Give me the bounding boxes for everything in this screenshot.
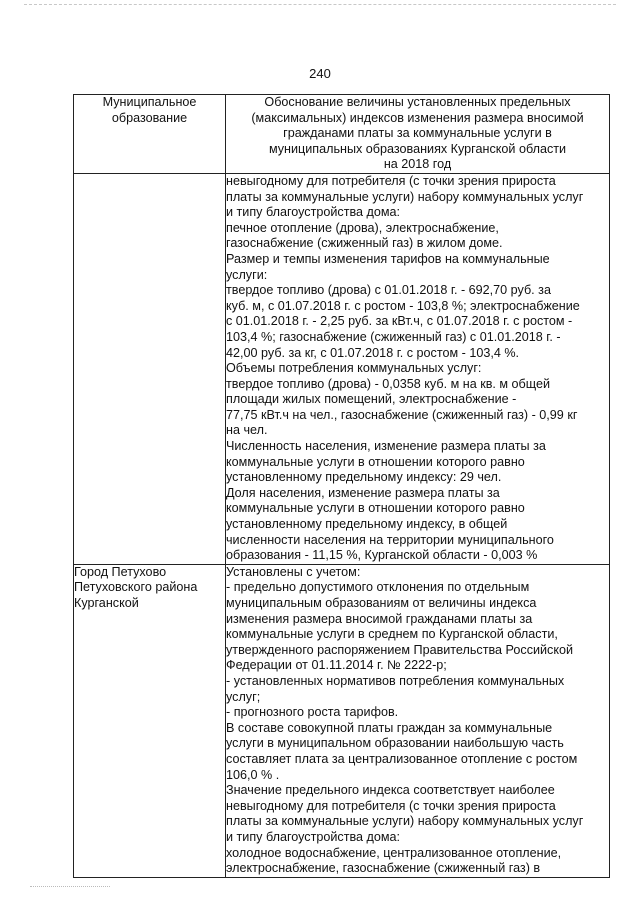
header-municipality	[74, 95, 226, 174]
text-line: установленному предельному индексу: 29 чел.	[226, 470, 502, 485]
municipality-cell	[74, 564, 226, 877]
text-line: коммунальные услуги в среднем по Курганской области,	[226, 627, 558, 642]
table-row	[74, 173, 610, 564]
text-line: составляет плата за централизованное отопление с ростом	[226, 751, 578, 766]
municipality-line: Курганской	[74, 596, 139, 610]
text-line: невыгодному для потребителя (с точки зрения прироста	[226, 173, 556, 188]
text-line: Доля населения, изменение размера платы за	[226, 485, 500, 500]
text-line: площади жилых помещений, электроснабжение -	[226, 392, 517, 407]
text-line: на чел.	[226, 423, 268, 438]
text-line: услуги в муниципальном образовании наибольшую часть	[226, 736, 564, 751]
municipality-cell	[74, 173, 226, 564]
justification-cell	[226, 564, 610, 877]
text-line: Федерации от 01.11.2014 г. № 2222-р;	[226, 658, 447, 673]
table-header-row	[74, 95, 610, 174]
header-text-line: образование	[111, 110, 188, 125]
text-line: твердое топливо (дрова) с 01.01.2018 г. - 692,70 руб. за	[226, 283, 551, 298]
header-text-line: муниципальных образованиях Курганской области	[268, 141, 567, 156]
justification-cell	[226, 173, 610, 564]
text-line: куб. м, с 01.07.2018 г. с ростом - 103,8 %; электроснабжение	[226, 298, 580, 313]
text-line: Значение предельного индекса соответствует наиболее	[226, 783, 555, 798]
text-line: - установленных нормативов потребления коммунальных	[226, 673, 565, 688]
scan-top-rule	[24, 4, 616, 5]
header-justification	[226, 95, 610, 174]
text-line: 42,00 руб. за кг, с 01.07.2018 г. с ростом - 103,4 %.	[226, 345, 520, 360]
text-line: 103,4 %; газоснабжение (сжиженный газ) с 01.01.2018 г. -	[226, 329, 561, 344]
text-line: - прогнозного роста тарифов.	[226, 705, 399, 720]
text-line: Объемы потребления коммунальных услуг:	[226, 361, 482, 376]
scan-bottom-marks	[30, 886, 110, 887]
text-line: изменения размера вносимой гражданами платы за	[226, 611, 533, 626]
text-line: и типу благоустройства дома:	[226, 829, 401, 844]
text-line: Установлены с учетом:	[226, 564, 361, 579]
text-line: холодное водоснабжение, централизованное отопление,	[226, 845, 562, 860]
header-text-line: (максимальных) индексов изменения размера вносимой	[251, 110, 584, 125]
text-line: коммунальные услуги в отношении которого равно	[226, 454, 525, 469]
text-line: платы за коммунальные услуги) набору коммунальных услуг	[226, 189, 584, 204]
header-text-line: гражданами платы за коммунальные услуги в	[283, 126, 552, 141]
text-line: образования - 11,15 %, Курганской области - 0,003 %	[226, 548, 538, 563]
table-row	[74, 564, 610, 877]
text-line: газоснабжение (сжиженный газ) в жилом доме.	[226, 236, 503, 251]
municipality-line: Город Петухово	[74, 564, 167, 579]
header-text-line: Муниципальное	[102, 95, 197, 109]
header-text-line: Обоснование величины установленных предельных	[264, 95, 571, 109]
text-line: муниципальным образованиям от величины индекса	[226, 596, 537, 610]
text-line: печное отопление (дрова), электроснабжение,	[226, 220, 499, 235]
page-number: 240	[309, 66, 331, 81]
text-line: с 01.01.2018 г. - 2,25 руб. за кВт.ч, с 01.07.2018 г. с ростом -	[226, 314, 573, 329]
text-line: 77,75 кВт.ч на чел., газоснабжение (сжиженный газ) - 0,99 кг	[226, 407, 578, 422]
text-line: и типу благоустройства дома:	[226, 205, 401, 220]
text-line: численности населения на территории муниципального	[226, 532, 554, 547]
text-line: электроснабжение, газоснабжение (сжиженный газ) в	[226, 861, 541, 876]
text-line: услуг;	[226, 689, 261, 704]
text-line: услуги:	[226, 267, 268, 282]
municipality-line: Петуховского района	[74, 580, 198, 595]
text-line: - предельно допустимого отклонения по отдельным	[226, 580, 530, 595]
text-line: Численность населения, изменение размера платы за	[226, 439, 546, 454]
text-line: утвержденного распоряжением Правительства Российской	[226, 642, 574, 657]
tariff-table	[73, 94, 610, 878]
text-line: Размер и темпы изменения тарифов на коммунальные	[226, 251, 550, 266]
text-line: невыгодному для потребителя (с точки зрения прироста	[226, 798, 556, 813]
text-line: коммунальные услуги в отношении которого равно	[226, 501, 525, 516]
text-line: В составе совокупной платы граждан за коммунальные	[226, 720, 553, 735]
header-text-line: на 2018 год	[383, 157, 452, 172]
text-line: платы за коммунальные услуги) набору коммунальных услуг	[226, 814, 584, 829]
text-line: твердое топливо (дрова) - 0,0358 куб. м на кв. м общей	[226, 376, 551, 391]
text-line: 106,0 % .	[226, 767, 280, 782]
text-line: установленному предельному индексу, в общей	[226, 517, 508, 532]
